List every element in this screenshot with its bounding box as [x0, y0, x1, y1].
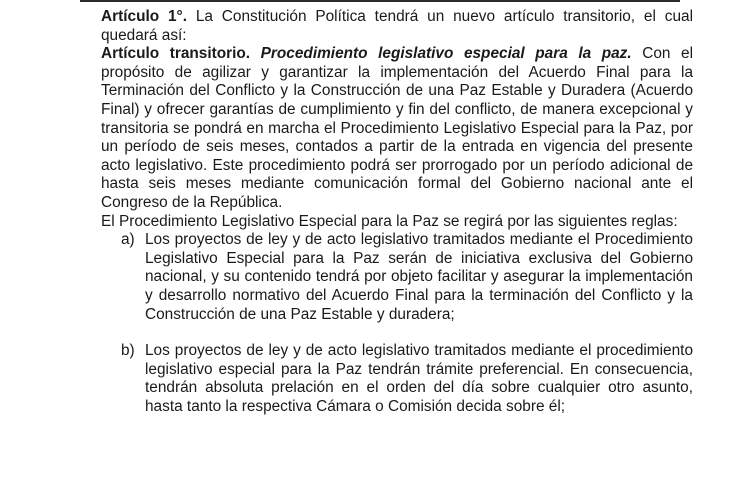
document-body	[101, 8, 693, 416]
rule-item-a	[101, 231, 693, 324]
rule-marker-b: b)	[121, 342, 135, 360]
rules-intro-paragraph: El Procedimiento Legislativo Especial para la Paz se regirá por las siguientes reglas:	[101, 212, 678, 230]
article-intro-text: La Constitución Política tendrá un nuevo artículo transitorio, el cual quedará así:	[101, 8, 693, 44]
article-intro-paragraph	[101, 8, 693, 45]
transitory-label: Artículo transitorio.	[101, 45, 251, 63]
rule-text-a: Los proyectos de ley y de acto legislativo tramitados mediante el Procedimiento Legislativo Especial para la Paz serán de iniciativa exclusiva del Gobierno nacional, y su contenido tendrá por objeto facilitar y asegurar la implementación y desarrollo normativo del Acuerdo Final para la terminación del Conflicto y la Construcción de una Paz Estable y duradera;	[145, 231, 693, 323]
rules-list	[101, 231, 693, 416]
rule-text-b: Los proyectos de ley y de acto legislativo tramitados mediante el procedimiento legislativo especial para la Paz tendrán trámite preferencial. En consecuencia, tendrán absoluta prelación en el orden del día sobre cualquier otro asunto, hasta tanto la respectiva Cámara o Comisión decida sobre él;	[145, 342, 693, 415]
transitory-body: Con el propósito de agilizar y garantizar la implementación del Acuerdo Final para la Terminación del Conflicto y la Construcción de una Paz Estable y Duradera (Acuerdo Final) y ofrecer garantías de cumplimiento y fin del conflicto, de manera excepcional y transitoria se pondrá en marcha el Procedimiento Legislativo Especial para la Paz, por un período de seis meses, contados a partir de la entrada en vigencia del presente acto legislativo. Este procedimiento podrá ser prorrogado por un período adicional de hasta seis meses mediante comunicación formal del Gobierno nacional ante el Congreso de la República.	[101, 45, 693, 211]
transitory-article-paragraph	[101, 45, 693, 212]
rule-item-b	[101, 342, 693, 416]
rule-spacer	[101, 324, 693, 342]
rule-marker-a: a)	[121, 231, 135, 249]
transitory-title: Procedimiento legislativo especial para la paz.	[260, 45, 632, 63]
article-label: Artículo 1°.	[101, 8, 187, 25]
page-top-border	[80, 0, 680, 2]
